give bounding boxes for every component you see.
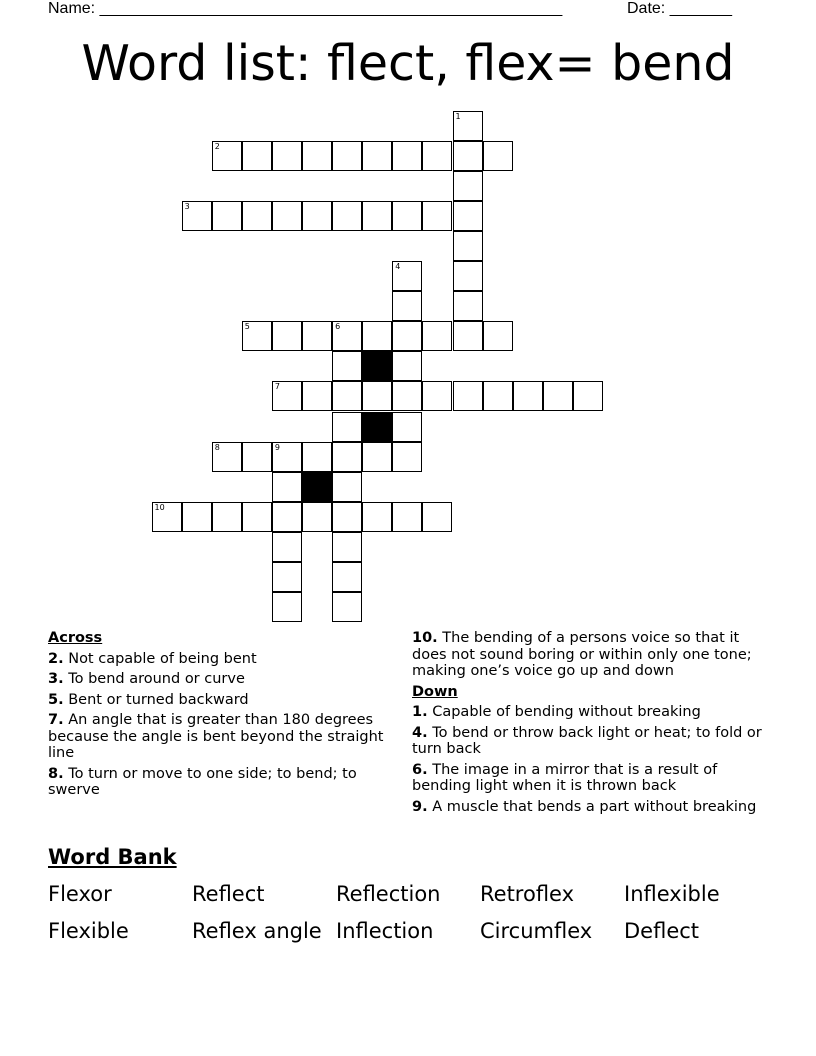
crossword-cell[interactable]	[272, 562, 302, 592]
crossword-cell[interactable]	[422, 381, 452, 411]
crossword-cell[interactable]	[212, 502, 242, 532]
crossword-cell[interactable]	[332, 351, 362, 381]
crossword-cell[interactable]	[362, 141, 392, 171]
crossword-cell[interactable]	[422, 321, 452, 351]
crossword-cell[interactable]	[453, 141, 483, 171]
crossword-cell[interactable]	[182, 502, 212, 532]
crossword-black-cell	[302, 472, 332, 502]
clue-number: 2.	[48, 650, 64, 667]
crossword-cell[interactable]	[272, 201, 302, 231]
name-field-label: Name: ____________________________________________________	[48, 0, 563, 17]
crossword-cell[interactable]	[392, 412, 422, 442]
crossword-cell[interactable]	[453, 111, 483, 141]
crossword-cell[interactable]	[453, 381, 483, 411]
clue-text: A muscle that bends a part without breaking	[432, 798, 757, 815]
clues-column-left	[48, 630, 398, 803]
crossword-cell[interactable]	[242, 141, 272, 171]
date-field-label: Date: _______	[627, 0, 732, 17]
crossword-cell[interactable]	[573, 381, 603, 411]
crossword-cell[interactable]	[212, 442, 242, 472]
crossword-cell[interactable]	[332, 592, 362, 622]
clue-number: 8.	[48, 765, 64, 782]
clue-number: 7.	[48, 712, 64, 728]
crossword-cell[interactable]	[392, 442, 422, 472]
clue-number: 6.	[412, 761, 428, 778]
crossword-cell[interactable]	[152, 502, 182, 532]
crossword-cell[interactable]	[362, 502, 392, 532]
clue-across-10	[412, 630, 772, 680]
clue-number: 5.	[48, 691, 64, 708]
crossword-cell[interactable]	[272, 502, 302, 532]
clue-down-9	[412, 799, 772, 816]
clue-number: 4.	[412, 724, 428, 741]
page-title: Word list: flect, flex= bend	[81, 35, 735, 92]
crossword-cell[interactable]	[332, 442, 362, 472]
crossword-cell[interactable]	[332, 502, 362, 532]
clue-number: 3.	[48, 671, 64, 687]
crossword-cell[interactable]	[302, 381, 332, 411]
crossword-cell[interactable]	[392, 502, 422, 532]
crossword-cell[interactable]	[212, 201, 242, 231]
crossword-cell[interactable]	[242, 442, 272, 472]
crossword-cell[interactable]	[242, 321, 272, 351]
crossword-cell[interactable]	[332, 412, 362, 442]
clue-text: Not capable of being bent	[68, 650, 257, 667]
crossword-cell[interactable]	[392, 381, 422, 411]
crossword-cell[interactable]	[453, 171, 483, 201]
crossword-cell[interactable]	[362, 321, 392, 351]
clue-text: Capable of bending without breaking	[432, 704, 701, 720]
crossword-cell[interactable]	[453, 321, 483, 351]
word-bank-item: Retroflex	[480, 882, 575, 906]
cell-number: 7	[274, 382, 280, 392]
crossword-cell[interactable]	[392, 141, 422, 171]
crossword-cell[interactable]	[422, 502, 452, 532]
clue-down-4	[412, 725, 772, 758]
word-bank-item: Reflex angle	[192, 919, 322, 943]
crossword-black-cell	[362, 351, 392, 381]
crossword-cell[interactable]	[453, 291, 483, 321]
clue-across-3	[48, 671, 398, 688]
cell-number: 8	[214, 442, 220, 452]
word-bank-item: Circumflex	[480, 919, 593, 943]
crossword-cell[interactable]	[483, 321, 513, 351]
crossword-cell[interactable]	[302, 201, 332, 231]
clue-text: To bend or throw back light or heat; to fold or turn back	[412, 724, 762, 757]
word-bank-item: Flexor	[48, 882, 112, 906]
crossword-cell[interactable]	[272, 442, 302, 472]
clue-text: To bend around or curve	[68, 671, 245, 687]
crossword-cell[interactable]	[302, 442, 332, 472]
crossword-cell[interactable]	[242, 201, 272, 231]
cell-number: 5	[244, 322, 250, 332]
crossword-cell[interactable]	[332, 201, 362, 231]
crossword-black-cell	[362, 412, 392, 442]
crossword-cell[interactable]	[302, 141, 332, 171]
crossword-cell[interactable]	[332, 562, 362, 592]
clue-text: Bent or turned backward	[68, 691, 249, 708]
clue-number: 10.	[412, 630, 438, 646]
crossword-cell[interactable]	[272, 141, 302, 171]
crossword-cell[interactable]	[302, 502, 332, 532]
clue-down-1	[412, 704, 772, 721]
cell-number: 4	[395, 262, 401, 271]
crossword-cell[interactable]	[272, 472, 302, 502]
crossword-cell[interactable]	[483, 141, 513, 171]
crossword-cell[interactable]	[302, 321, 332, 351]
clue-down-6	[412, 762, 772, 795]
word-bank-item: Inflexible	[624, 882, 720, 906]
clue-across-2	[48, 651, 398, 668]
clue-across-7	[48, 712, 398, 762]
crossword-cell[interactable]	[392, 321, 422, 351]
crossword-cell[interactable]	[453, 231, 483, 261]
crossword-cell[interactable]	[543, 381, 573, 411]
crossword-cell[interactable]	[513, 381, 543, 411]
crossword-cell[interactable]	[272, 321, 302, 351]
clue-number: 1.	[412, 704, 428, 720]
crossword-cell[interactable]	[212, 141, 242, 171]
cell-number: 2	[214, 141, 220, 151]
cell-number: 10	[154, 502, 165, 512]
cell-number: 3	[184, 201, 190, 211]
clue-number: 9.	[412, 798, 428, 815]
crossword-cell[interactable]	[332, 321, 362, 351]
crossword-cell[interactable]	[453, 201, 483, 231]
crossword-cell[interactable]	[332, 141, 362, 171]
crossword-cell[interactable]	[362, 442, 392, 472]
crossword-cell[interactable]	[362, 201, 392, 231]
crossword-cell[interactable]	[422, 201, 452, 231]
cell-number: 1	[455, 111, 461, 121]
clue-text: The image in a mirror that is a result of bending light when it is thrown back	[412, 761, 718, 794]
crossword-cell[interactable]	[483, 381, 513, 411]
clue-text: The bending of a persons voice so that it does not sound boring or within only one tone; making one’s voice go up and down	[412, 630, 752, 679]
crossword-cell[interactable]	[392, 261, 422, 291]
word-bank-item: Reflection	[336, 882, 441, 906]
crossword-cell[interactable]	[272, 381, 302, 411]
crossword-cell[interactable]	[392, 351, 422, 381]
clue-across-5	[48, 692, 398, 709]
crossword-cell[interactable]	[272, 532, 302, 562]
crossword-cell[interactable]	[242, 502, 272, 532]
across-heading: Across	[48, 630, 103, 646]
crossword-cell[interactable]	[362, 381, 392, 411]
crossword-cell[interactable]	[332, 472, 362, 502]
word-bank-title: Word Bank	[48, 845, 177, 869]
down-heading: Down	[412, 683, 458, 700]
clue-text: To turn or move to one side; to bend; to swerve	[48, 765, 357, 798]
word-bank-item: Reflect	[192, 882, 265, 906]
cell-number: 9	[274, 442, 280, 452]
clue-text: An angle that is greater than 180 degrees because the angle is bent beyond the straight line	[48, 712, 384, 761]
clues-column-right	[412, 630, 772, 819]
crossword-cell[interactable]	[182, 201, 212, 231]
crossword-cell[interactable]	[272, 592, 302, 622]
word-bank-item: Deflect	[624, 919, 700, 943]
clue-across-8	[48, 766, 398, 799]
crossword-cell[interactable]	[392, 201, 422, 231]
crossword-cell[interactable]	[422, 141, 452, 171]
word-bank-item: Flexible	[48, 919, 129, 943]
crossword-cell[interactable]	[332, 381, 362, 411]
cell-number: 6	[335, 322, 341, 332]
crossword-cell[interactable]	[453, 261, 483, 291]
crossword-cell[interactable]	[332, 532, 362, 562]
crossword-cell[interactable]	[392, 291, 422, 321]
word-bank-item: Inflection	[336, 919, 434, 943]
